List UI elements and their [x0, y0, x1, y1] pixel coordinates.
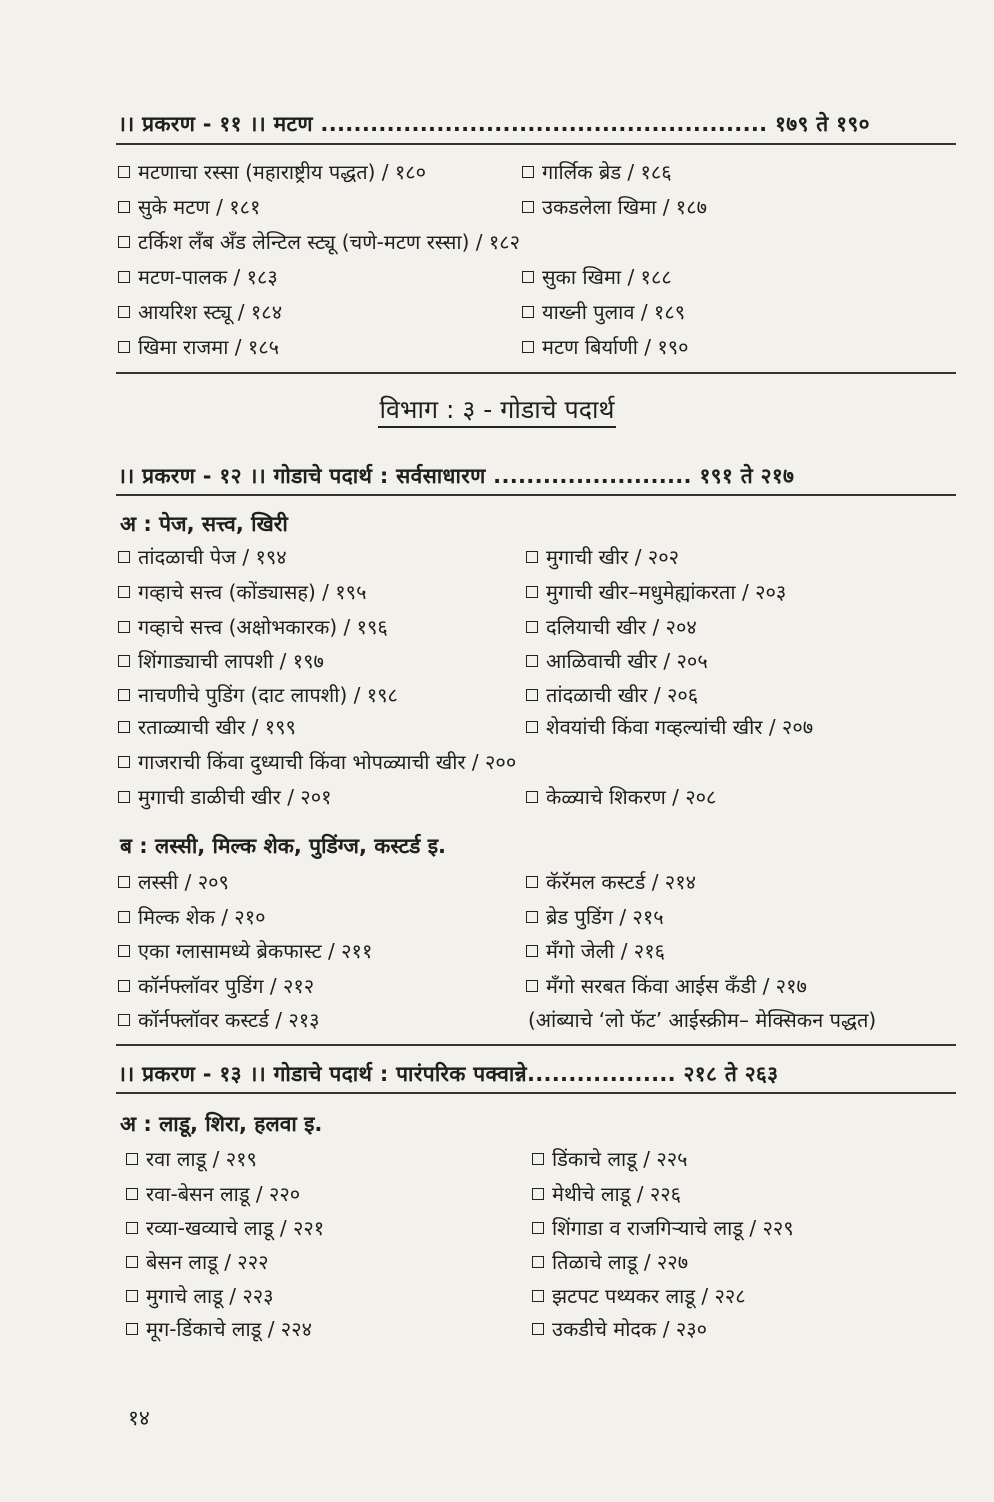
divider [116, 1044, 956, 1046]
list-item: टर्किश लँब अँड लेन्टिल स्ट्यू (चणे-मटण रस्सा) / १८२ [118, 228, 520, 256]
list-item: गार्लिक ब्रेड / १८६ [522, 158, 672, 186]
page-number: १४ [128, 1406, 150, 1430]
list-item: मुगाची खीर / २०२ [526, 543, 679, 571]
checkbox-icon [118, 756, 130, 768]
checkbox-icon [118, 306, 130, 318]
divider [116, 143, 956, 145]
list-item: सुका खिमा / १८८ [522, 263, 672, 291]
checkbox-icon [118, 876, 130, 888]
checkbox-icon [118, 689, 130, 701]
list-item: तांदळाची खीर / २०६ [526, 681, 698, 709]
checkbox-icon [526, 876, 538, 888]
chapter-11-heading: ।। प्रकरण - ११ ।। मटण ...................................................... १७९ ते १९० [118, 112, 870, 136]
list-item: रताळ्याची खीर / १९९ [118, 713, 296, 741]
checkbox-icon [522, 306, 534, 318]
list-item: रवा लाडू / २१९ [126, 1145, 257, 1173]
note-text: (आंब्याचे ‘लो फॅट’ आईस्क्रीम– मेक्सिकन पद्धत) [528, 1008, 877, 1032]
list-item: खिमा राजमा / १८५ [118, 333, 279, 361]
checkbox-icon [532, 1323, 544, 1335]
list-item: डिंकाचे लाडू / २२५ [532, 1145, 688, 1173]
list-item: मँगो सरबत किंवा आईस कँडी / २१७ [526, 972, 807, 1000]
list-item: एका ग्लासामध्ये ब्रेकफास्ट / २११ [118, 937, 372, 965]
list-item: उकडलेला खिमा / १८७ [522, 193, 707, 221]
checkbox-icon [118, 945, 130, 957]
list-item: नाचणीचे पुडिंग (दाट लापशी) / १९८ [118, 681, 398, 709]
divider [116, 1092, 956, 1094]
list-item: तांदळाची पेज / १९४ [118, 543, 287, 571]
checkbox-icon [526, 945, 538, 957]
list-item: मटणाचा रस्सा (महाराष्ट्रीय पद्धत) / १८० [118, 158, 426, 186]
checkbox-icon [118, 721, 130, 733]
checkbox-icon [526, 980, 538, 992]
checkbox-icon [118, 586, 130, 598]
checkbox-icon [118, 1014, 130, 1026]
checkbox-icon [532, 1256, 544, 1268]
checkbox-icon [126, 1153, 138, 1165]
list-item: सुके मटण / १८१ [118, 193, 260, 221]
list-item: कॉर्नफ्लॉवर कस्टर्ड / २१३ [118, 1006, 320, 1034]
list-item: दलियाची खीर / २०४ [526, 613, 697, 641]
checkbox-icon [118, 791, 130, 803]
checkbox-icon [118, 271, 130, 283]
checkbox-icon [522, 201, 534, 213]
section-title: विभाग : ३ - गोडाचे पदार्थ [0, 392, 994, 426]
checkbox-icon [526, 586, 538, 598]
list-item: मेथीचे लाडू / २२६ [532, 1180, 681, 1208]
checkbox-icon [526, 655, 538, 667]
list-item: मटण बिर्याणी / १९० [522, 333, 689, 361]
list-item: कॉर्नफ्लॉवर पुडिंग / २१२ [118, 972, 314, 1000]
checkbox-icon [522, 166, 534, 178]
list-item: गाजराची किंवा दुध्याची किंवा भोपळ्याची खीर / २०० [118, 748, 516, 776]
checkbox-icon [526, 721, 538, 733]
list-item: शेवयांची किंवा गव्हल्यांची खीर / २०७ [526, 713, 813, 741]
list-item: मुगाची खीर–मधुमेह्यांकरता / २०३ [526, 578, 786, 606]
divider [116, 494, 956, 496]
list-item: गव्हाचे सत्त्व (अक्षोभकारक) / १९६ [118, 613, 388, 641]
checkbox-icon [532, 1188, 544, 1200]
checkbox-icon [118, 655, 130, 667]
chapter-13-heading: ।। प्रकरण - १३ ।। गोडाचे पदार्थ : पारंपरिक पक्वान्ने.................. २१८ ते २६३ [118, 1062, 779, 1086]
list-item: रव्या-खव्याचे लाडू / २२१ [126, 1214, 324, 1242]
list-item: शिंगाडा व राजगिऱ्याचे लाडू / २२९ [532, 1214, 794, 1242]
list-item: मँगो जेली / २१६ [526, 937, 665, 965]
checkbox-icon [126, 1323, 138, 1335]
divider [116, 372, 956, 374]
checkbox-icon [532, 1290, 544, 1302]
subsection-b-title: ब : लस्सी, मिल्क शेक, पुडिंग्ज, कस्टर्ड इ. [120, 834, 447, 858]
list-item: मुगाची डाळीची खीर / २०१ [118, 783, 332, 811]
checkbox-icon [126, 1290, 138, 1302]
checkbox-icon [526, 911, 538, 923]
checkbox-icon [526, 621, 538, 633]
list-item: शिंगाड्याची लापशी / १९७ [118, 647, 324, 675]
checkbox-icon [532, 1153, 544, 1165]
checkbox-icon [526, 689, 538, 701]
list-item: आळिवाची खीर / २०५ [526, 647, 708, 675]
list-item: मूग-डिंकाचे लाडू / २२४ [126, 1315, 312, 1343]
list-item: कॅरॅमल कस्टर्ड / २१४ [526, 868, 696, 896]
checkbox-icon [126, 1222, 138, 1234]
list-item: लस्सी / २०९ [118, 868, 229, 896]
list-item: मिल्क शेक / २१० [118, 903, 266, 931]
checkbox-icon [522, 271, 534, 283]
checkbox-icon [118, 236, 130, 248]
list-item: याख्नी पुलाव / १८९ [522, 298, 685, 326]
list-item: ब्रेड पुडिंग / २१५ [526, 903, 664, 931]
list-item: आयरिश स्ट्यू / १८४ [118, 298, 282, 326]
list-item: गव्हाचे सत्त्व (कोंड्यासह) / १९५ [118, 578, 366, 606]
checkbox-icon [118, 980, 130, 992]
checkbox-icon [126, 1188, 138, 1200]
list-item: तिळाचे लाडू / २२७ [532, 1248, 688, 1276]
checkbox-icon [526, 551, 538, 563]
list-item: रवा-बेसन लाडू / २२० [126, 1180, 300, 1208]
subsection-a-title: अ : लाडू, शिरा, हलवा इ. [120, 1112, 323, 1136]
checkbox-icon [118, 551, 130, 563]
checkbox-icon [522, 341, 534, 353]
list-item: मटण-पालक / १८३ [118, 263, 278, 291]
list-item: उकडीचे मोदक / २३० [532, 1315, 707, 1343]
list-item: मुगाचे लाडू / २२३ [126, 1282, 274, 1310]
checkbox-icon [118, 341, 130, 353]
checkbox-icon [118, 166, 130, 178]
chapter-12-heading: ।। प्रकरण - १२ ।। गोडाचे पदार्थ : सर्वसाधारण ........................ १९१ ते २१७ [118, 464, 795, 488]
checkbox-icon [118, 911, 130, 923]
checkbox-icon [532, 1222, 544, 1234]
checkbox-icon [126, 1256, 138, 1268]
list-item: केळ्याचे शिकरण / २०८ [526, 783, 716, 811]
checkbox-icon [526, 791, 538, 803]
checkbox-icon [118, 201, 130, 213]
list-item: झटपट पथ्यकर लाडू / २२८ [532, 1282, 746, 1310]
checkbox-icon [118, 621, 130, 633]
list-item: बेसन लाडू / २२२ [126, 1248, 269, 1276]
subsection-a-title: अ : पेज, सत्त्व, खिरी [120, 512, 288, 536]
